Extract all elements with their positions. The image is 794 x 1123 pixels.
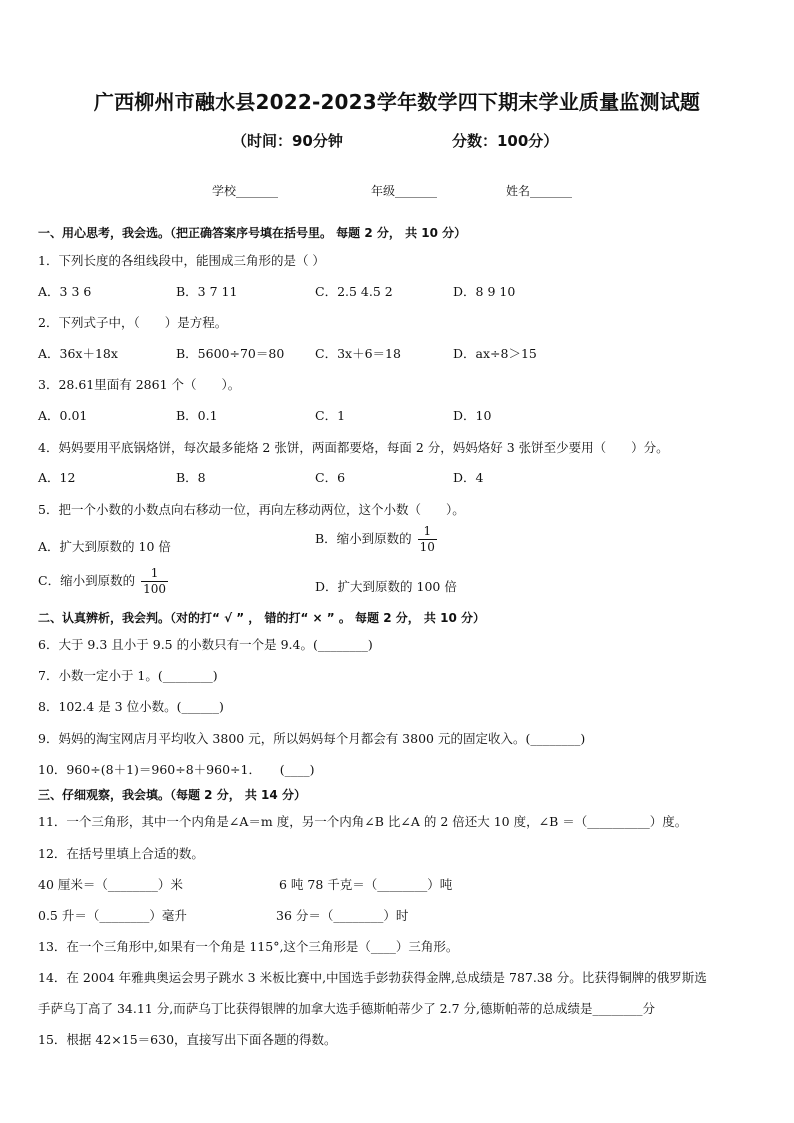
q3-option-a: A．0.01 <box>38 408 88 423</box>
fraction-denominator: 10 <box>419 540 435 554</box>
q12-item-a: 40 厘米＝（________）米 <box>38 877 183 892</box>
section-3-heading: 三、仔细观察，我会填。（每题 2 分， 共 14 分） <box>38 788 306 802</box>
q4-option-a: A．12 <box>38 470 76 485</box>
q5-option-c-fraction <box>141 566 168 597</box>
q1-option-a: A．3 3 6 <box>38 284 92 299</box>
q5-option-b-fraction <box>418 524 437 555</box>
q2-option-b: B．5600÷70＝80 <box>176 346 285 361</box>
question-2: 2．下列式子中，（ ）是方程。 <box>38 315 228 330</box>
question-9: 9．妈妈的淘宝网店月平均收入 3800 元，所以妈妈每个月都会有 3800 元的固定收入。(________) <box>38 731 586 746</box>
exam-score: 分数：100分） <box>452 132 559 150</box>
question-7: 7．小数一定小于 1。(________) <box>38 668 218 683</box>
question-5: 5．把一个小数的小数点向右移动一位，再向左移动两位，这个小数（ ）。 <box>38 502 465 517</box>
q2-option-a: A．36x＋18x <box>38 346 118 361</box>
question-1: 1．下列长度的各组线段中，能围成三角形的是（ ） <box>38 253 325 268</box>
q5-option-c-label: C．缩小到原数的 <box>38 573 136 588</box>
section-2-heading: 二、认真辨析，我会判。（对的打“ √ ” ， 错的打“ × ” 。 每题 2 分， 共 10 分） <box>38 611 485 625</box>
name-field: 姓名_______ <box>506 184 573 198</box>
q4-option-d: D．4 <box>453 470 484 485</box>
q3-option-c: C．1 <box>315 408 346 423</box>
q12-item-d: 36 分＝（________）时 <box>276 908 409 923</box>
q2-option-c: C．3x＋6＝18 <box>315 346 401 361</box>
question-12: 12．在括号里填上合适的数。 <box>38 846 204 861</box>
grade-field: 年级_______ <box>371 184 438 198</box>
q5-option-d: D．扩大到原数的 100 倍 <box>315 579 457 594</box>
q5-option-b-label: B．缩小到原数的 <box>315 531 412 546</box>
fraction-numerator: 1 <box>423 524 432 538</box>
q3-option-b: B．0.1 <box>176 408 218 423</box>
school-field: 学校_______ <box>212 184 279 198</box>
fraction-denominator: 100 <box>143 582 166 596</box>
q12-item-c: 0.5 升＝（________）毫升 <box>38 908 187 923</box>
q5-option-b <box>315 524 437 555</box>
q1-option-c: C．2.5 4.5 2 <box>315 284 393 299</box>
page-title: 广西柳州市融水县2022-2023学年数学四下期末学业质量监测试题 <box>93 90 701 114</box>
question-14-line-2: 手萨乌丁高了 34.11 分,而萨乌丁比获得银牌的加拿大选手德斯帕蒂少了 2.7 分,德斯帕蒂的总成绩是________分 <box>38 1001 656 1016</box>
section-1-heading: 一、用心思考，我会选。（把正确答案序号填在括号里。 每题 2 分， 共 10 分） <box>38 226 467 240</box>
q4-option-b: B．8 <box>176 470 206 485</box>
question-3: 3．28.61里面有 2861 个（ ）。 <box>38 377 241 392</box>
q3-option-d: D．10 <box>453 408 492 423</box>
q1-option-b: B．3 7 11 <box>176 284 238 299</box>
q2-option-d: D．ax÷8＞15 <box>453 346 537 361</box>
question-13: 13．在一个三角形中,如果有一个角是 115°,这个三角形是（____）三角形。 <box>38 939 459 954</box>
q5-option-c <box>38 566 168 597</box>
q4-option-c: C．6 <box>315 470 346 485</box>
question-6: 6．大于 9.3 且小于 9.5 的小数只有一个是 9.4。(________) <box>38 637 373 652</box>
exam-time: （时间：90分钟 <box>232 132 343 150</box>
question-8: 8．102.4 是 3 位小数。(______) <box>38 699 224 714</box>
question-15: 15．根据 42×15＝630，直接写出下面各题的得数。 <box>38 1032 337 1047</box>
question-4: 4．妈妈要用平底锅烙饼，每次最多能烙 2 张饼，两面都要烙，每面 2 分，妈妈烙好 3 张饼至少要用（ ）分。 <box>38 440 669 455</box>
q1-option-d: D．8 9 10 <box>453 284 516 299</box>
fraction-numerator: 1 <box>150 566 159 580</box>
q12-item-b: 6 吨 78 千克＝（________）吨 <box>279 877 453 892</box>
q5-option-a: A．扩大到原数的 10 倍 <box>38 539 171 554</box>
question-11: 11．一个三角形，其中一个内角是∠A＝m 度，另一个内角∠B 比∠A 的 2 倍还大 10 度，∠B ＝（__________）度。 <box>38 814 688 829</box>
question-14-line-1: 14．在 2004 年雅典奥运会男子跳水 3 米板比赛中,中国选手彭勃获得金牌,总成绩是 787.38 分。比获得铜牌的俄罗斯选 <box>38 970 707 985</box>
question-10: 10．960÷(8＋1)＝960÷8＋960÷1． (____) <box>38 762 315 777</box>
